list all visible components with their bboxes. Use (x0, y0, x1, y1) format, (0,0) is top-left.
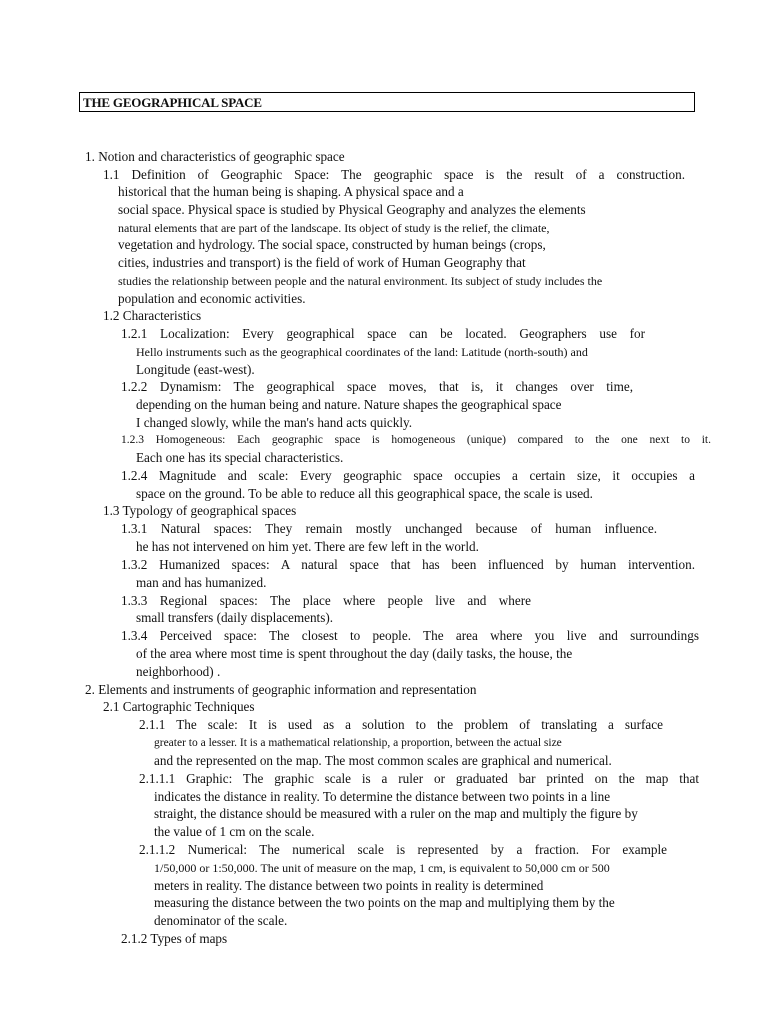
text-line: social space. Physical space is studied by Physical Geography and analyzes the elements (118, 202, 586, 217)
text-line: man and has humanized. (136, 575, 267, 590)
text-line: the value of 1 cm on the scale. (154, 824, 315, 839)
text-line: neighborhood) . (136, 664, 221, 679)
text-line: straight, the distance should be measured with a ruler on the map and multiply the figure by (154, 806, 638, 821)
text-line: 1/50,000 or 1:50,000. The unit of measure on the map, 1 cm, is equivalent to 50,000 cm or 500 (154, 861, 610, 875)
item-1-3-2: 1.3.2 Humanized spaces: A natural space that has been influenced by human intervention. (121, 557, 695, 572)
item-1-2-3: 1.2.3 Homogeneous: Each geographic space is homogeneous (unique) compared to the one next to it. (121, 434, 711, 446)
text-line: studies the relationship between people and the natural environment. Its subject of study includes the (118, 274, 603, 288)
text-line: greater to a lesser. It is a mathematical relationship, a proportion, between the actual size (154, 737, 562, 749)
item-2-1-1-1: 2.1.1.1 Graphic: The graphic scale is a ruler or graduated bar printed on the map that (139, 771, 699, 786)
subsection-1-1: 1.1 Definition of Geographic Space: The geographic space is the result of a construction. (103, 167, 685, 182)
item-2-1-2: 2.1.2 Types of maps (121, 931, 228, 946)
item-2-1-1: 2.1.1 The scale: It is used as a solution to the problem of translating a surface (139, 717, 663, 732)
text-line: measuring the distance between the two points on the map and multiplying them by the (154, 895, 615, 910)
subsection-2-1: 2.1 Cartographic Techniques (103, 699, 255, 714)
subsection-1-3: 1.3 Typology of geographical spaces (103, 503, 297, 518)
item-1-3-4: 1.3.4 Perceived space: The closest to people. The area where you live and surroundings (121, 628, 699, 643)
text-line: space on the ground. To be able to reduce all this geographical space, the scale is used. (136, 486, 593, 501)
section-heading-2: 2. Elements and instruments of geographic information and representation (85, 682, 477, 697)
title-box (79, 92, 695, 112)
text-line: population and economic activities. (118, 291, 306, 306)
text-line: Hello instruments such as the geographical coordinates of the land: Latitude (north-south) and (136, 345, 588, 359)
text-line: natural elements that are part of the landscape. Its object of study is the relief, the climate, (118, 221, 550, 235)
section-heading-1: 1. Notion and characteristics of geographic space (85, 149, 345, 164)
document-title: THE GEOGRAPHICAL SPACE (83, 95, 262, 110)
text-line: historical that the human being is shaping. A physical space and a (118, 184, 464, 199)
item-1-2-4: 1.2.4 Magnitude and scale: Every geographic space occupies a certain size, it occupies a (121, 468, 695, 483)
text-line: of the area where most time is spent throughout the day (daily tasks, the house, the (136, 646, 573, 661)
text-line: cities, industries and transport) is the field of work of Human Geography that (118, 255, 526, 270)
text-line: vegetation and hydrology. The social space, constructed by human beings (crops, (118, 237, 546, 252)
text-line: depending on the human being and nature. Nature shapes the geographical space (136, 397, 562, 412)
text-line: indicates the distance in reality. To determine the distance between two points in a line (154, 789, 611, 804)
item-1-3-3: 1.3.3 Regional spaces: The place where people live and where (121, 593, 531, 608)
text-line: meters in reality. The distance between two points in reality is determined (154, 878, 544, 893)
item-1-2-2: 1.2.2 Dynamism: The geographical space moves, that is, it changes over time, (121, 379, 633, 394)
text-line: and the represented on the map. The most common scales are graphical and numerical. (154, 753, 612, 768)
text-line: I changed slowly, while the man's hand acts quickly. (136, 415, 413, 430)
item-2-1-1-2: 2.1.1.2 Numerical: The numerical scale is represented by a fraction. For example (139, 842, 667, 857)
text-line: he has not intervened on him yet. There are few left in the world. (136, 539, 479, 554)
text-line: denominator of the scale. (154, 913, 288, 928)
text-line: Longitude (east-west). (136, 362, 255, 377)
subsection-1-2: 1.2 Characteristics (103, 308, 202, 323)
text-line: Each one has its special characteristics. (136, 450, 344, 465)
item-1-2-1: 1.2.1 Localization: Every geographical space can be located. Geographers use for (121, 326, 645, 341)
text-line: small transfers (daily displacements). (136, 610, 334, 625)
item-1-3-1: 1.3.1 Natural spaces: They remain mostly unchanged because of human influence. (121, 521, 657, 536)
